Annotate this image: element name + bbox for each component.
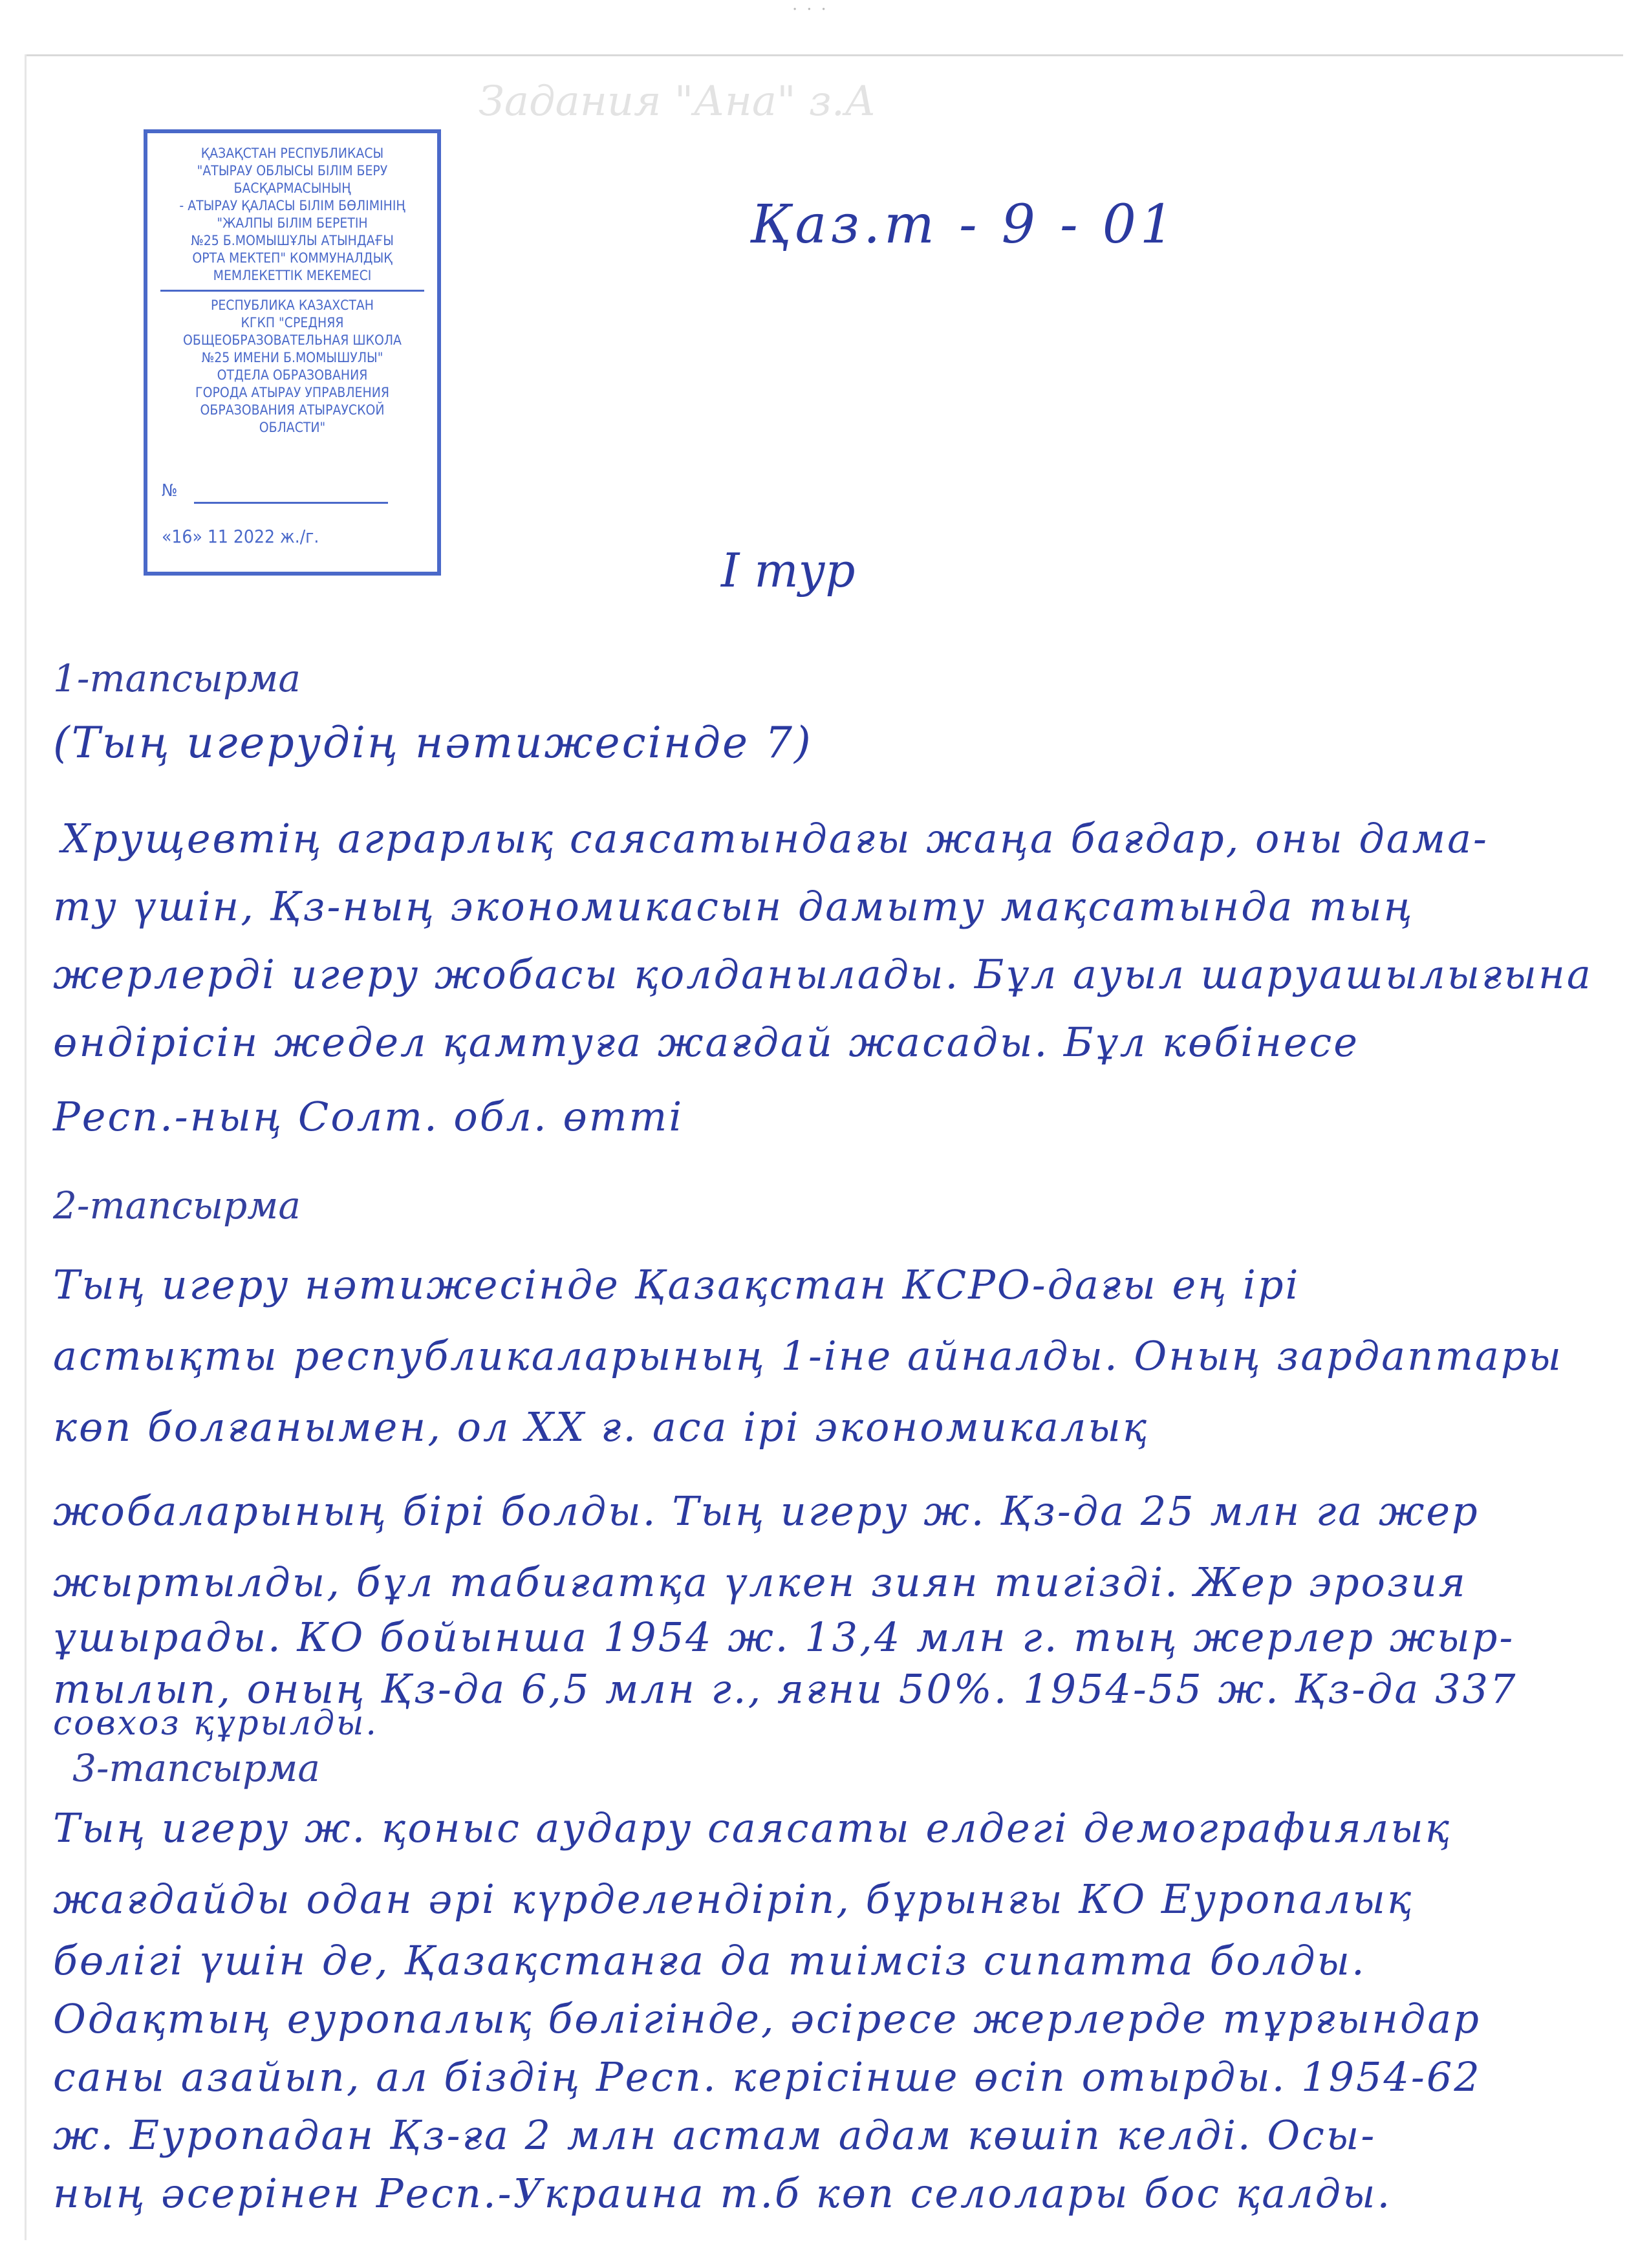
stamp-date: «16» 11 2022 ж./г. — [162, 526, 319, 547]
task-1-line: өндірісін жедел қамтуға жағдай жасады. Бұл көбінесе — [53, 1019, 1359, 1066]
task-2-title: 2-тапсырма — [53, 1183, 301, 1227]
paper-top-edge — [26, 54, 1623, 56]
task-1-title: 1-тапсырма — [53, 656, 301, 700]
tour-title: I тур — [721, 543, 856, 598]
faint-header-text: Задания "Ана" з.А — [479, 78, 876, 125]
participant-code: Қаз.т - 9 - 01 — [750, 194, 1178, 255]
task-3-line: ж. Еуропадан Қз-ға 2 млн астам адам көшіп келді. Осы- — [53, 2111, 1377, 2159]
task-1-line: ту үшін, Қз-ның экономикасын дамыту мақсатында тың — [53, 883, 1414, 930]
task-3-line: Тың игеру ж. қоныс аудару саясаты елдегі демографиялық — [53, 1804, 1452, 1852]
task-2-line: жобаларының бірі болды. Тың игеру ж. Қз-да 25 млн га жер — [53, 1487, 1480, 1535]
task-3-line: Одақтың еуропалық бөлігінде, әсіресе жерлерде тұрғындар — [53, 1995, 1481, 2042]
task-2-line: ұшырады. КО бойынша 1954 ж. 13,4 млн г. тың жерлер жыр- — [53, 1614, 1515, 1661]
task-3-line: саны азайып, ал біздің Респ. керісінше өсіп отырды. 1954-62 — [53, 2053, 1482, 2101]
stamp-divider — [160, 290, 424, 292]
stamp-ru-text: РЕСПУБЛИКА КАЗАХСТАН КГКП "СРЕДНЯЯ ОБЩЕОБРАЗОВАТЕЛЬНАЯ ШКОЛА №25 ИМЕНИ Б.МОМЫШУЛЫ" ОТДЕЛА ОБРАЗОВАНИЯ ГОРОДА АТЫРАУ УПРАВЛЕНИЯ ОБРАЗОВАНИЯ АТЫРАУСКОЙ ОБЛАСТИ" — [183, 297, 402, 435]
school-stamp — [144, 129, 441, 576]
task-2-line: жыртылды, бұл табиғатқа үлкен зиян тигізді. Жер эрозия — [53, 1559, 1467, 1606]
task-3-title: 3-тапсырма — [72, 1746, 320, 1790]
stamp-kz-text: ҚАЗАҚСТАН РЕСПУБЛИКАСЫ "АТЫРАУ ОБЛЫСЫ БІЛІМ БЕРУ БАСҚАРМАСЫНЫҢ - АТЫРАУ ҚАЛАСЫ БІЛІМ БӨЛІМІНІҢ "ЖАЛПЫ БІЛІМ БЕРЕТІН №25 Б.МОМЫШҰЛЫ АТЫНДАҒЫ ОРТА МЕКТЕП" КОММУНАЛДЫҚ МЕМЛЕКЕТТІК МЕКЕМЕСІ — [179, 146, 405, 283]
task-2-line: тылып, оның Қз-да 6,5 млн г., яғни 50%. 1954-55 ж. Қз-да 337 — [53, 1665, 1518, 1712]
task-3-line: жағдайды одан әрі күрделендіріп, бұрынғы КО Еуропалық — [53, 1875, 1414, 1923]
task-1-line: Хрущевтің аграрлық саясатындағы жаңа бағдар, оны дама- — [61, 815, 1489, 862]
task-3-line: бөлігі үшін де, Қазақстанға да тиімсіз сипатта болды. — [53, 1937, 1366, 1984]
task-1-line: (Тың игерудің нәтижесінде 7) — [53, 718, 813, 768]
task-1-line: жерлерді игеру жобасы қолданылады. Бұл ауыл шаруашылығына — [53, 951, 1593, 998]
scan-artifact: ··· — [792, 0, 835, 19]
stamp-number-label: № — [162, 481, 178, 501]
stamp-number-line — [194, 502, 388, 504]
task-2-line: көп болғанымен, ол ХХ ғ. аса ірі экономикалық — [53, 1403, 1149, 1451]
task-2-line: Тың игеру нәтижесінде Қазақстан КСРО-дағы ең ірі — [53, 1261, 1300, 1308]
task-2-line: совхоз құрылды. — [53, 1704, 378, 1743]
paper-left-edge — [25, 54, 27, 2240]
task-3-line: ның әсерінен Респ.-Украина т.б көп селолары бос қалды. — [53, 2170, 1392, 2217]
task-1-line: Респ.-ның Солт. обл. өтті — [53, 1093, 684, 1140]
task-2-line: астықты республикаларының 1-іне айналды. Оның зардаптары — [53, 1332, 1564, 1379]
